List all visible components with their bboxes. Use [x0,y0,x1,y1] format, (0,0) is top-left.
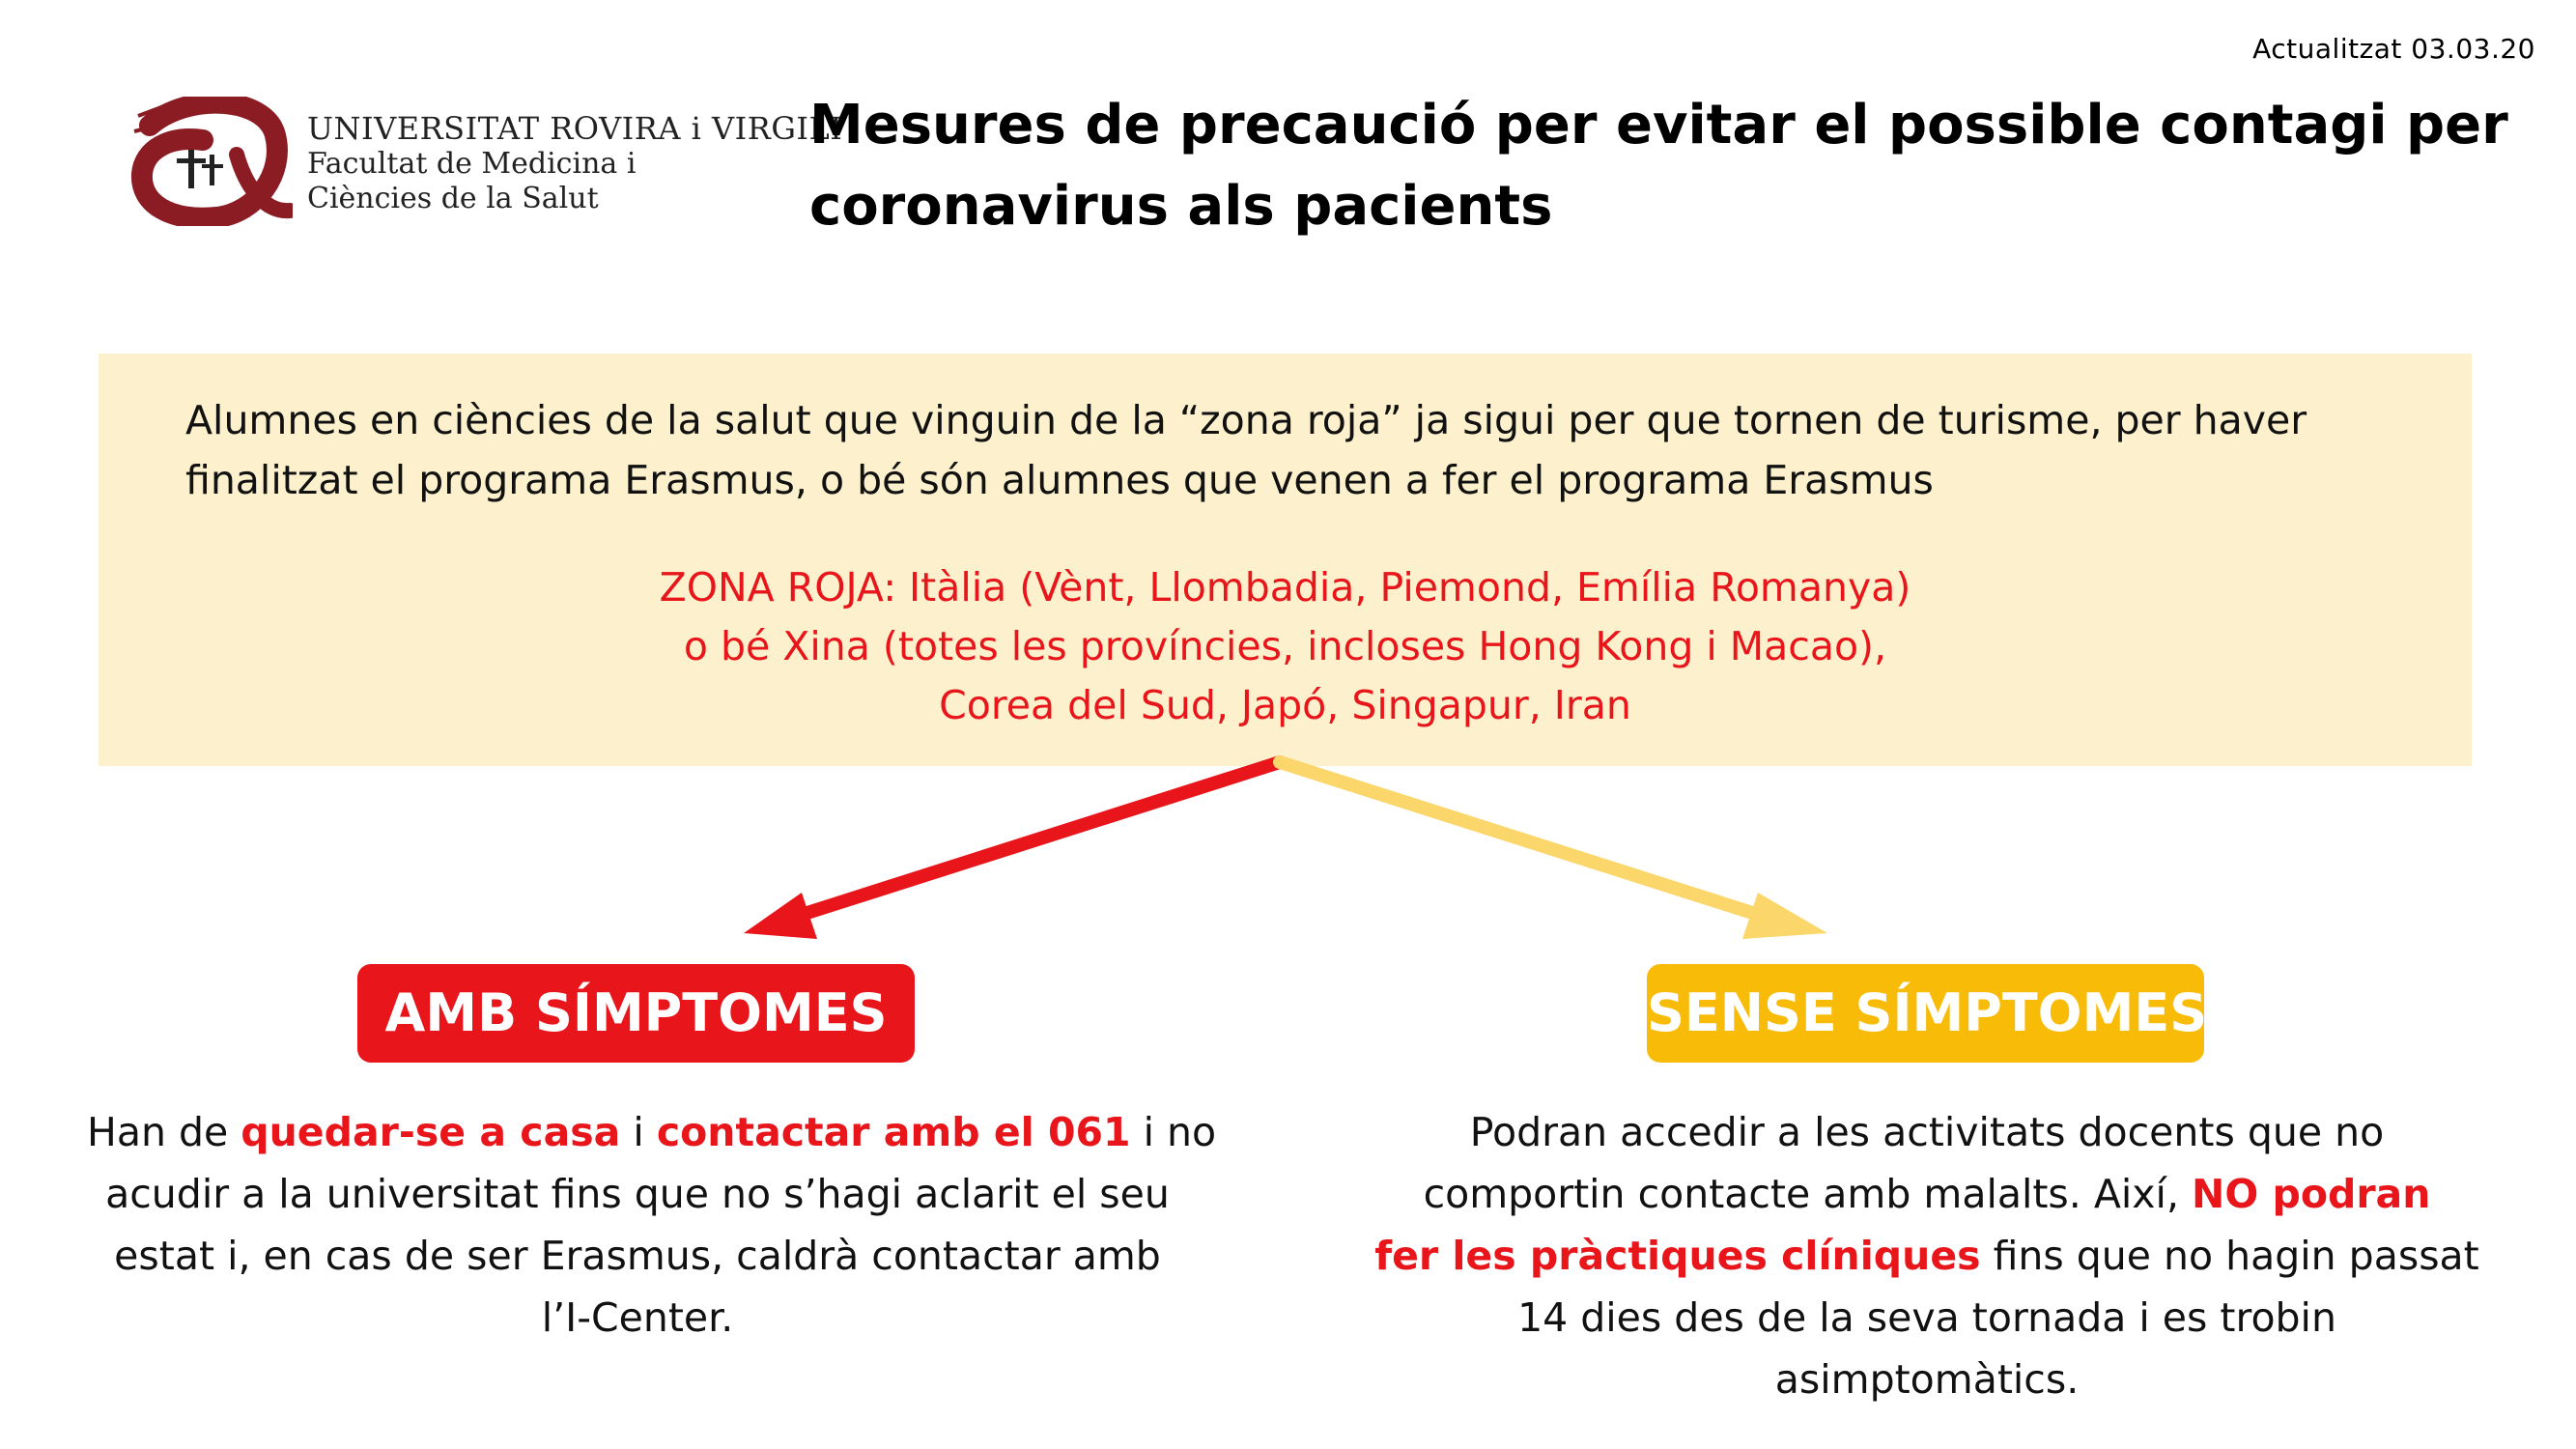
without-symptoms-badge: SENSE SÍMPTOMES [1647,964,2204,1063]
zone-line3: Corea del Sud, Japó, Singapur, Iran [939,682,1631,728]
no-practices-highlight-a: NO podran [2192,1171,2431,1217]
updated-date: Actualitzat 03.03.20 [2252,33,2535,65]
no-practices-highlight-b: fer les pràctiques clíniques [1374,1233,1981,1279]
nosym-line3: fer les pràctiques clíniques fins que no hagin passat [1374,1233,2479,1279]
title-line2: coronavirus als pacients [809,175,1553,238]
faculty-name-line2: Ciències de la Salut [307,182,599,215]
info-line1: Alumnes en ciències de la salut que vinguin de la “zona roja” ja sigui per que tornen de turisme, per haver [185,397,2307,443]
contact-061-highlight: contactar amb el 061 [656,1109,1131,1155]
with-symptoms-badge: AMB SÍMPTOMES [357,964,915,1063]
yellow-arrow-icon [1280,762,1827,939]
title-line1: Mesures de precaució per evitar el possible contagi per [809,94,2508,156]
info-line2: finalitzat el programa Erasmus, o bé són alumnes que venen a fer el programa Erasmus [185,457,1934,503]
sym-line1: Han de quedar-se a casa i contactar amb el 061 i no [87,1109,1217,1155]
sym-line3: estat i, en cas de ser Erasmus, caldrà contactar amb [114,1233,1161,1279]
with-symptoms-description [87,1101,1217,1349]
faculty-name-line1: Facultat de Medicina i [307,147,637,181]
nosym-line1: Podran accedir a les activitats docents que no [1469,1109,2385,1155]
nosym-line2: comportin contacte amb malalts. Així, NO podran [1423,1171,2431,1217]
nosym-line4: 14 dies des de la seva tornada i es trobin [1517,1294,2336,1341]
sym-line4: l’I-Center. [541,1294,734,1341]
stay-home-highlight: quedar-se a casa [241,1109,621,1155]
without-symptoms-description [1372,1101,2482,1410]
zone-line1: ZONA ROJA: Itàlia (Vènt, Llombadia, Piemond, Emília Romanya) [659,564,1911,611]
nosym-line5: asimptomàtics. [1774,1356,2080,1403]
sym-line2: acudir a la universitat fins que no s’hagi aclarit el seu [105,1171,1170,1217]
zone-line2: o bé Xina (totes les províncies, incloses Hong Kong i Macao), [683,623,1887,669]
university-name: UNIVERSITAT ROVIRA i VIRGILI [307,110,843,147]
red-arrow-icon [744,762,1280,939]
